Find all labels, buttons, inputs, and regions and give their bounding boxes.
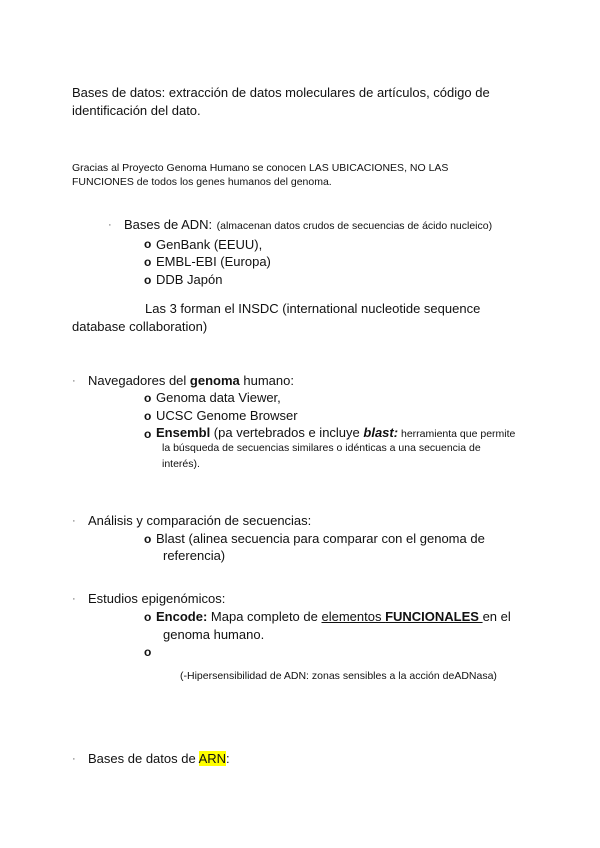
analisis-item-line-1: Blast (alinea secuencia para comparar con el genoma de <box>156 531 485 546</box>
blast-term: blast: <box>363 425 399 440</box>
nav-post: humano: <box>239 373 294 388</box>
adn-item-2: EMBL-EBI (Europa) <box>156 254 271 269</box>
epigen-sub-bullet-1: o <box>144 610 152 624</box>
arn-post: : <box>226 751 230 766</box>
adn-sub-bullet-2: o <box>144 255 152 269</box>
nav-item-1: Genoma data Viewer, <box>156 390 281 405</box>
nav-sub-bullet-3: o <box>144 427 152 441</box>
nav-pre: Navegadores del <box>88 373 190 388</box>
analisis-item-line-2: referencia) <box>163 548 226 563</box>
encode-tail: en el <box>482 609 511 624</box>
bullet-arn: · <box>72 753 76 765</box>
bullet-nav: · <box>72 375 76 387</box>
note-line-1: Gracias al Proyecto Genoma Humano se conocen LAS UBICACIONES, NO LAS <box>72 162 449 174</box>
nav-ensembl-line <box>156 424 515 442</box>
nav-sub-bullet-1: o <box>144 391 152 405</box>
nav-bold: genoma <box>189 373 240 388</box>
analisis-sub-bullet: o <box>144 532 152 546</box>
encode-bold: Encode: <box>156 609 208 624</box>
ensembl-small-1: herramienta que permite <box>398 428 516 440</box>
analisis-title: Análisis y comparación de secuencias: <box>88 513 312 528</box>
note-line-2: FUNCIONES de todos los genes humanos del genoma. <box>72 176 332 188</box>
arn-highlight: ARN <box>198 751 227 766</box>
epigen-title: Estudios epigenómicos: <box>88 591 226 606</box>
insdc-line-1: Las 3 forman el INSDC (international nucleotide sequence <box>145 301 481 316</box>
nav-sub-bullet-2: o <box>144 409 152 423</box>
epigen-sub-bullet-2: o <box>144 645 152 659</box>
ensembl-small-2: la búsqueda de secuencias similares o idénticas a una secuencia de <box>162 442 481 454</box>
arn-heading <box>88 750 230 767</box>
arn-pre: Bases de datos de <box>88 751 199 766</box>
encode-underline-bold: FUNCIONALES <box>385 609 483 624</box>
ensembl-small-3: interés). <box>162 458 200 470</box>
adn-item-3: DDB Japón <box>156 272 223 287</box>
bullet-adn: · <box>108 219 112 231</box>
adn-title: Bases de ADN: <box>124 217 213 232</box>
intro-line-1: Bases de datos: extracción de datos moleculares de artículos, código de <box>72 85 490 100</box>
insdc-line-2: database collaboration) <box>72 319 208 334</box>
encode-underline: elementos <box>321 609 386 624</box>
encode-line-2: genoma humano. <box>163 627 265 642</box>
ensembl-text: (pa vertebrados e incluye <box>210 425 364 440</box>
adn-sub-bullet-3: o <box>144 273 152 287</box>
encode-text: Mapa completo de <box>207 609 322 624</box>
bullet-epigen: · <box>72 593 76 605</box>
encode-line-1 <box>156 608 511 625</box>
adn-item-1: GenBank (EEUU), <box>156 237 263 252</box>
adn-sub-bullet-1: o <box>144 237 152 251</box>
adn-heading <box>124 216 492 234</box>
bullet-analisis: · <box>72 515 76 527</box>
intro-line-2: identificación del dato. <box>72 103 201 118</box>
nav-item-2: UCSC Genome Browser <box>156 408 298 423</box>
hipersensibilidad-note: (-Hipersensibilidad de ADN: zonas sensibles a la acción deADNasa) <box>180 670 497 682</box>
nav-heading <box>88 372 294 389</box>
adn-desc: (almacenan datos crudos de secuencias de ácido nucleico) <box>216 220 493 232</box>
ensembl-bold: Ensembl <box>156 425 211 440</box>
